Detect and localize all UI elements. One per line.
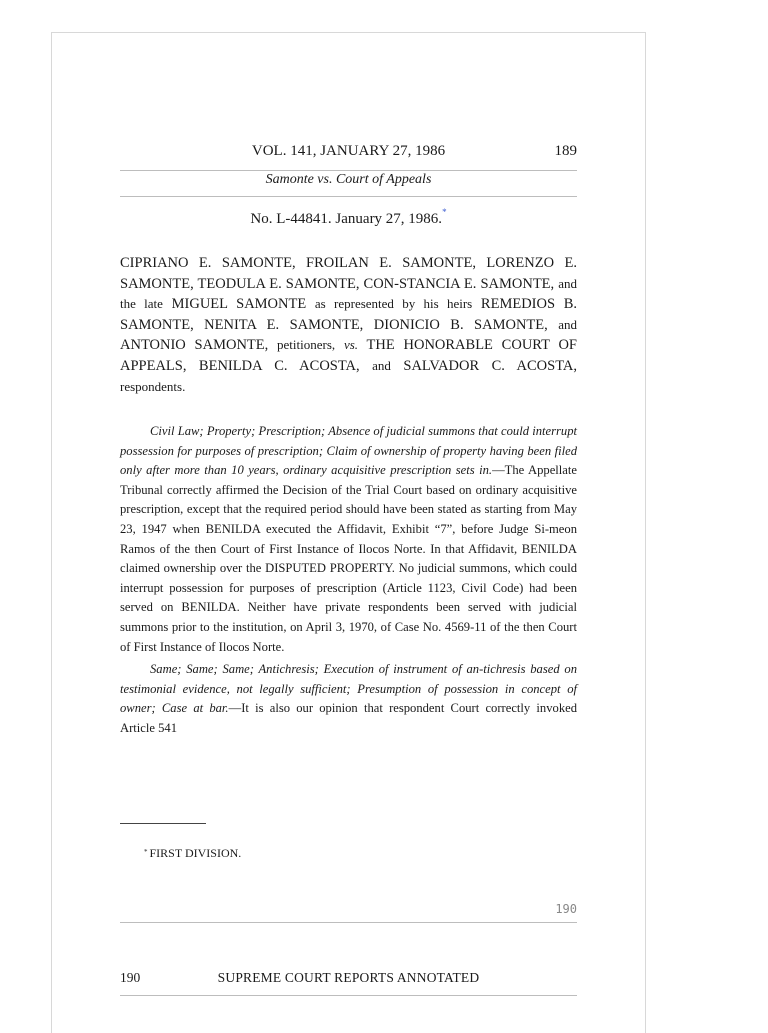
syllabus-text: —The Appellate Tribunal correctly affirmed the Decision of the Trial Court based on ordinary acquisitive prescription, except that the required period should have been stated as starting from May 23, 1947 when BENILDA executed the Affidavit, Exhibit “7”, before Judge Si-meon Ramos of the then Court of First Instance of Ilocos Norte. In that Affidavit, BENILDA claimed ownership over the DISPUTED PROPERTY. No judicial summons, which could interrupt possession for purposes of prescription (Article 1123, Civil Code) had been served on BENILDA. Neither have private respondents been served with judicial summons prior to the institution, on April 3, 1970, of Case No. 4569-11 of the then Court of First Instance of Ilocos Norte. (120, 463, 577, 654)
syllabus-paragraph (120, 422, 577, 657)
syllabus-text: —It is also our opinion that respondent Court correctly invoked Article 541 (120, 701, 578, 735)
case-number (120, 207, 577, 228)
syllabus (120, 422, 577, 742)
parties-connector: and (372, 357, 391, 373)
running-header (120, 143, 577, 167)
respondents-names: THE HONORABLE COURT OF APPEALS, BENILDA C. ACOSTA, (120, 337, 577, 374)
syllabus-paragraph (120, 660, 577, 738)
parties-connector: as represented by his heirs (314, 296, 473, 312)
syllabus-keywords: Civil Law; Property; Prescription; Absence of judicial summons that could interrupt possession for purposes of prescription; Claim of ownership of property having been filed only after more than 10 years, ordinary acquisitive prescription sets in. (120, 424, 577, 478)
footnote-marker: * (144, 848, 148, 856)
parties-connector: and the late (120, 275, 578, 312)
petitioners-label: petitioners, (277, 337, 336, 353)
header-page-number: 189 (554, 143, 577, 159)
petitioner-name: MIGUEL SAMONTE (171, 296, 307, 313)
document-page (51, 32, 646, 1033)
header-title: VOL. 141, JANUARY 27, 1986 (251, 143, 446, 159)
syllabus-keywords: Same; Same; Same; Antichresis; Execution of instrument of an-tichresis based on testimonial evidence, not legally sufficient; Presumption of possession in concept of owner; Case at bar. (120, 662, 577, 716)
header-rule (120, 170, 577, 171)
next-page-number: 190 (120, 970, 141, 985)
respondents-label: respondents. (120, 378, 186, 394)
footnote-rule (120, 823, 206, 824)
petitioners-names: CIPRIANO E. SAMONTE, FROILAN E. SAMONTE, LORENZO E. SAMONTE, TEODULA E. SAMONTE, CON-STANCIA E. SAMONTE, (120, 255, 577, 292)
next-header-rule (120, 995, 577, 996)
heirs-names: REMEDIOS B. SAMONTE, NENITA E. SAMONTE, DIONICIO B. SAMONTE, (120, 296, 577, 333)
case-number-text: No. L-44841. January 27, 1986. (250, 211, 443, 227)
footnote-text: FIRST DIVISION. (149, 846, 242, 860)
heir-name: ANTONIO SAMONTE, (120, 337, 269, 354)
case-title: Samonte vs. Court of Appeals (265, 172, 432, 187)
footnote (144, 846, 241, 861)
respondent-name: SALVADOR C. ACOSTA, (403, 357, 578, 374)
subtitle-rule (120, 196, 577, 197)
parties-block (120, 254, 577, 397)
next-header-title: SUPREME COURT REPORTS ANNOTATED (217, 970, 480, 985)
page-marker: 190 (555, 902, 577, 916)
parties-connector: and (558, 316, 577, 332)
versus: vs. (343, 337, 359, 353)
footnote-ref[interactable]: * (442, 207, 447, 217)
page-break-rule (120, 922, 577, 923)
